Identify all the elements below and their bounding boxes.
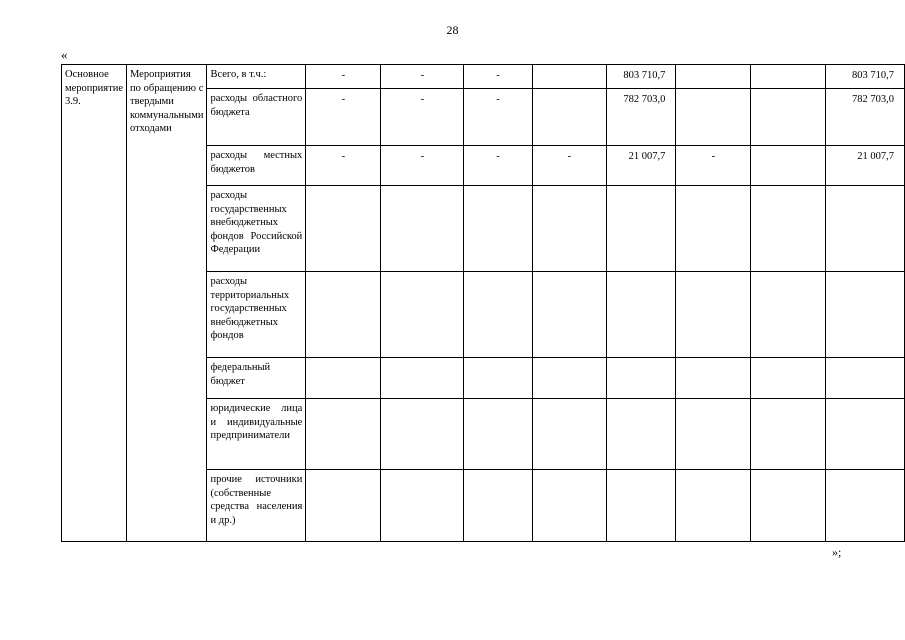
value-cell — [826, 399, 905, 470]
source-label: расходы местных бюджетов — [207, 146, 306, 186]
value-cell — [606, 272, 676, 358]
main-measure-title: Основное мероприятие 3.9. — [65, 69, 123, 107]
budget-table — [61, 64, 905, 542]
value-cell: - — [306, 146, 381, 186]
value-cell — [464, 358, 532, 399]
value-cell — [306, 272, 381, 358]
value-cell — [381, 358, 464, 399]
source-label: федеральный бюджет — [207, 358, 306, 399]
page-number: 28 — [446, 23, 459, 37]
value-cell: 803 710,7 — [606, 65, 676, 89]
value-cell — [464, 272, 532, 358]
source-label: прочие источники (собственные средства населения и др.) — [207, 470, 306, 542]
value-cell — [606, 186, 676, 272]
source-label: расходы территориальных государственных внебюджетных фондов — [207, 272, 306, 358]
value-cell: - — [464, 89, 532, 146]
value-cell — [751, 146, 826, 186]
opening-quote: « — [61, 47, 68, 62]
value-cell — [306, 399, 381, 470]
value-cell — [606, 358, 676, 399]
value-cell: - — [676, 146, 751, 186]
value-cell — [532, 358, 606, 399]
value-cell — [306, 186, 381, 272]
value-cell: - — [464, 146, 532, 186]
value-cell: - — [532, 146, 606, 186]
value-cell: - — [381, 146, 464, 186]
source-label: юридические лица и индивидуальные предприниматели — [207, 399, 306, 470]
value-cell — [751, 186, 826, 272]
value-cell — [606, 470, 676, 542]
value-cell — [532, 272, 606, 358]
value-cell: - — [306, 89, 381, 146]
value-cell — [532, 89, 606, 146]
value-cell — [751, 358, 826, 399]
value-cell — [751, 65, 826, 89]
value-cell — [826, 186, 905, 272]
value-cell: 782 703,0 — [606, 89, 676, 146]
value-cell — [306, 358, 381, 399]
value-cell — [676, 358, 751, 399]
value-cell — [532, 399, 606, 470]
value-cell — [751, 399, 826, 470]
value-cell — [676, 89, 751, 146]
value-cell — [676, 272, 751, 358]
value-cell — [826, 272, 905, 358]
closing-quote: »; — [832, 545, 842, 559]
value-cell — [464, 399, 532, 470]
value-cell: 782 703,0 — [826, 89, 905, 146]
value-cell: 21 007,7 — [606, 146, 676, 186]
value-cell — [381, 470, 464, 542]
value-cell — [676, 470, 751, 542]
value-cell — [464, 186, 532, 272]
value-cell: - — [381, 65, 464, 89]
value-cell — [826, 358, 905, 399]
main-measure-cell — [62, 65, 127, 542]
value-cell — [464, 470, 532, 542]
value-cell — [306, 470, 381, 542]
value-cell — [606, 399, 676, 470]
measure-name: Мероприятия по обращению с твердыми коммунальными отходами — [129, 69, 204, 134]
value-cell — [532, 470, 606, 542]
table-row — [62, 65, 905, 89]
value-cell — [532, 186, 606, 272]
value-cell: - — [306, 65, 381, 89]
source-label: расходы государственных внебюджетных фондов Российской Федерации — [207, 186, 306, 272]
measure-name-cell — [126, 65, 207, 542]
value-cell — [826, 470, 905, 542]
value-cell — [381, 399, 464, 470]
value-cell — [751, 89, 826, 146]
value-cell: - — [381, 89, 464, 146]
value-cell: 21 007,7 — [826, 146, 905, 186]
source-label: расходы областного бюджета — [207, 89, 306, 146]
value-cell — [751, 470, 826, 542]
value-cell — [532, 65, 606, 89]
value-cell — [676, 399, 751, 470]
value-cell — [676, 65, 751, 89]
value-cell — [381, 186, 464, 272]
value-cell: 803 710,7 — [826, 65, 905, 89]
value-cell — [676, 186, 751, 272]
value-cell — [751, 272, 826, 358]
value-cell — [381, 272, 464, 358]
source-label: Всего, в т.ч.: — [207, 65, 306, 89]
value-cell: - — [464, 65, 532, 89]
